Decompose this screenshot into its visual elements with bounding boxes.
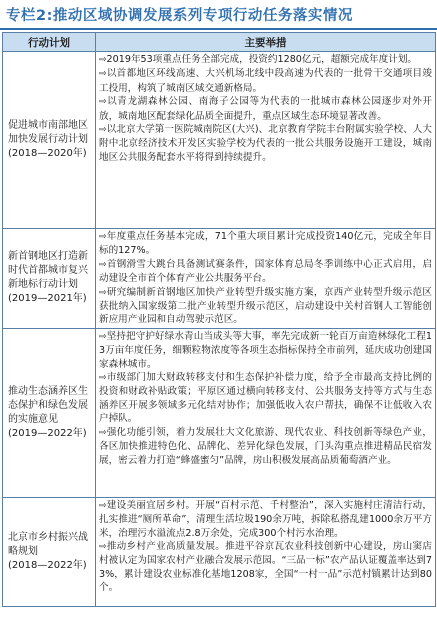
measure-text: 建设美丽宜居乡村。开展“百村示范、千村整治”，深入实施村庄清洁行动，扎实推进“厕所革命”，清理生活垃圾190余万吨，拆除私搭乱建1000余万平方米，治理污水溢流点2.8万余处，完成300个村污水治理。 bbox=[99, 499, 432, 539]
plan-years: (2018—2022年) bbox=[8, 559, 87, 571]
arrow-right-icon: ⇨ bbox=[99, 55, 107, 65]
table-row bbox=[3, 229, 436, 329]
arrow-right-icon: ⇨ bbox=[99, 97, 107, 108]
page-title: 专栏2:推动区域协调发展系列专项行动任务落实情况 bbox=[6, 7, 353, 24]
measure-item bbox=[99, 95, 432, 123]
arrow-right-icon: ⇨ bbox=[99, 259, 107, 270]
measures-cell bbox=[96, 328, 436, 497]
measure-item bbox=[99, 540, 432, 595]
measure-item bbox=[99, 123, 432, 164]
measure-text: 首钢滑雪大跳台具备测试赛条件，国家体育总局冬季训练中心正式启用，启动建设全市首个体育产业公共服务平台。 bbox=[99, 258, 432, 285]
title-bar bbox=[0, 0, 437, 30]
plan-years: (2018—2020年) bbox=[8, 148, 87, 159]
measures-cell bbox=[96, 229, 436, 329]
measure-text: 强化功能引领，着力发展壮大文化旅游、现代农业、科技创新等绿色产业，各区加快推进特色化、品牌化、差异化绿色发展，门头沟重点推进精品民宿发展，密云着力打造“蜂盛蜜匀”品牌，房山积极发展高品质葡萄酒产业。 bbox=[99, 426, 432, 466]
measure-item bbox=[99, 426, 432, 467]
measure-text: 以青龙湖森林公园、南海子公园等为代表的一批城市森林公园逐步对外开放，城南地区配套绿化品质全面提升，重点区域生态环境显著改善。 bbox=[99, 96, 432, 122]
measure-text: 以北京大学第一医院城南院区(大兴)、北京教育学院丰台附属实验学校、人大附中北京经济技术开发区实验学校为代表的一批公共服务设施开工建设，城南地区公共服务配套水平将得到持续提升。 bbox=[99, 124, 432, 163]
table-header-row bbox=[3, 33, 436, 52]
measure-item bbox=[99, 67, 432, 95]
plan-cell bbox=[3, 497, 96, 606]
header-action-plan: 行动计划 bbox=[3, 33, 96, 52]
measure-text: 以首都地区环线高速、大兴机场北线中段高速为代表的一批骨干交通项目竣工投用，构筑了城南区域交通新格局。 bbox=[99, 68, 432, 94]
table-row bbox=[3, 497, 436, 606]
header-main-measures: 主要举措 bbox=[96, 33, 436, 52]
plan-cell bbox=[3, 229, 96, 329]
plan-name: 促进城市南部地区加快发展行动计划 bbox=[8, 120, 88, 145]
plan-years: (2019—2022年) bbox=[8, 427, 87, 439]
arrow-right-icon: ⇨ bbox=[99, 542, 107, 553]
measure-text: 市级部门加大财政转移支付和生态保护补偿力度，给予全市最高支持比例的投资和财政补贴政策；平原区通过横向转移支付、公共服务支持等方式与生态涵养区开展多领域多元化结对协作；加强低收入农户帮扶，确保不让低收入农户掉队。 bbox=[99, 372, 432, 425]
measure-text: 年度重点任务基本完成，71个重大项目累计完成投资140亿元，完成全年目标的127%。 bbox=[99, 231, 432, 257]
arrow-right-icon: ⇨ bbox=[99, 232, 107, 242]
measures-cell bbox=[96, 52, 436, 229]
plan-cell bbox=[3, 328, 96, 497]
measure-item bbox=[99, 286, 432, 327]
measure-item bbox=[99, 499, 432, 540]
plan-years: (2019—2021年) bbox=[8, 293, 87, 305]
measure-text: 2019年53项重点任务全部完成，投资约1280亿元，超额完成年度计划。 bbox=[106, 54, 418, 65]
arrow-right-icon: ⇨ bbox=[99, 69, 107, 80]
action-plan-table bbox=[2, 32, 436, 607]
arrow-right-icon: ⇨ bbox=[99, 331, 107, 342]
measures-cell bbox=[96, 497, 436, 606]
measure-text: 坚持把守护好绿水青山当成头等大事，率先完成新一轮百万亩造林绿化工程13万亩年度任务，细颗粒物浓度等各项生态指标保持全市前列，延庆成功创建国家森林城市。 bbox=[99, 330, 432, 370]
arrow-right-icon: ⇨ bbox=[99, 500, 107, 511]
plan-name: 北京市乡村振兴战略规划 bbox=[8, 531, 88, 557]
table-row bbox=[3, 52, 436, 229]
arrow-right-icon: ⇨ bbox=[99, 373, 107, 384]
measure-item bbox=[99, 53, 432, 67]
arrow-right-icon: ⇨ bbox=[99, 287, 107, 298]
plan-name: 新首钢地区打造新时代首都城市复兴新地标行动计划 bbox=[8, 251, 88, 291]
measure-item bbox=[99, 258, 432, 286]
table-row bbox=[3, 328, 436, 497]
plan-name: 推动生态涵养区生态保护和绿色发展的实施意见 bbox=[8, 385, 88, 425]
measure-item bbox=[99, 371, 432, 426]
arrow-right-icon: ⇨ bbox=[99, 427, 107, 438]
arrow-right-icon: ⇨ bbox=[99, 125, 107, 136]
measure-item bbox=[99, 330, 432, 371]
measure-item bbox=[99, 230, 432, 258]
plan-cell bbox=[3, 52, 96, 229]
measure-text: 推动乡村产业高质量发展。推进平谷京瓦农业科技创新中心建设，房山窦店村被认定为国家农村产业融合发展示范园。“三品一标”农产品认证覆盖率达到73%，累计建设农业标准化基地1208家，全国“一村一品”示范村镇累计达到80个。 bbox=[99, 541, 432, 594]
measure-text: 研究编制新首钢地区加快产业转型升级实施方案，京西产业转型升级示范区获批纳入国家级第二批产业转型升级示范区，启动建设中关村首钢人工智能创新应用产业园和自动驾驶示范区。 bbox=[99, 286, 432, 326]
